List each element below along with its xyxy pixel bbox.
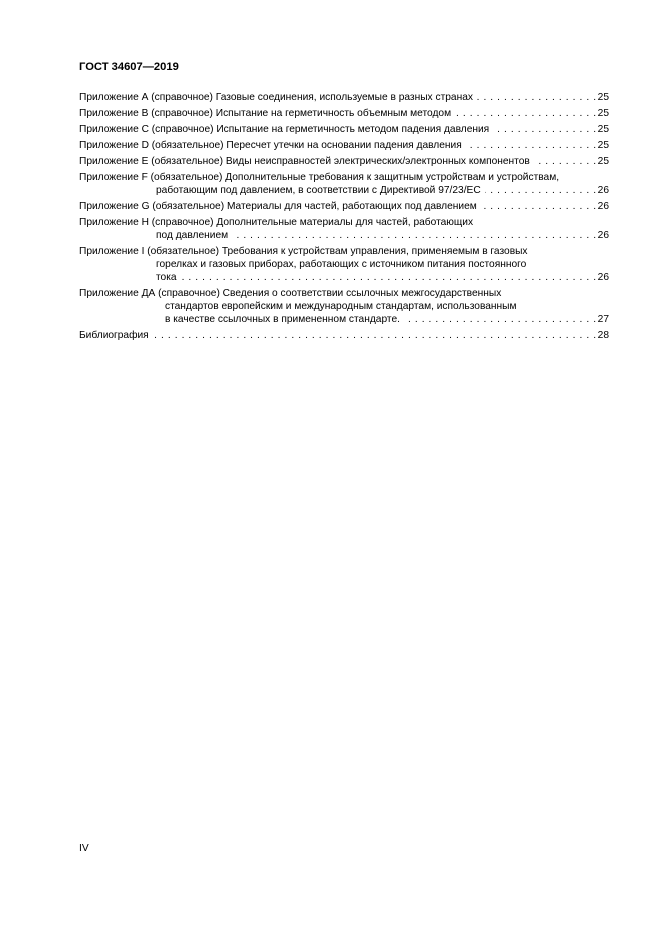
toc-entry-annex-da[interactable]	[79, 287, 609, 326]
table-of-contents	[79, 91, 609, 345]
dot-leader	[232, 229, 597, 242]
toc-entry-title: Приложение B (справочное) Испытание на герметичность объемным методом	[79, 108, 452, 119]
toc-entry-page: 25	[597, 108, 609, 119]
toc-entry-title: Приложение ДА (справочное) Сведения о соответствии ссылочных межгосударственных	[79, 288, 502, 299]
dot-leader	[485, 184, 597, 197]
page-number: IV	[79, 843, 89, 854]
toc-entry-page: 25	[597, 124, 609, 135]
toc-entry-page: 28	[597, 330, 609, 341]
toc-entry-page: 26	[597, 230, 609, 241]
toc-entry-annex-i[interactable]	[79, 245, 609, 284]
dot-leader	[153, 329, 597, 342]
toc-entry-title: Библиография	[79, 330, 149, 341]
toc-entry-annex-h[interactable]	[79, 216, 609, 242]
dot-leader	[404, 313, 597, 326]
toc-entry-title-continued: работающим под давлением, в соответствии с Директивой 97/23/EC	[156, 185, 481, 196]
toc-entry-page: 25	[597, 140, 609, 151]
toc-entry-title: Приложение А (справочное) Газовые соединения, используемые в разных странах	[79, 92, 473, 103]
toc-entry-title-continued: под давлением	[156, 230, 229, 241]
toc-entry-title-continued: горелках и газовых приборах, работающих с источником питания постоянного	[156, 259, 527, 270]
toc-entry-page: 26	[597, 201, 609, 212]
dot-leader	[181, 271, 597, 284]
toc-entry-title: Приложение E (обязательное) Виды неисправностей электрических/электронных компонентов	[79, 156, 530, 167]
toc-entry-annex-g[interactable]	[79, 200, 609, 213]
document-header: ГОСТ 34607—2019	[79, 61, 179, 73]
toc-entry-annex-e[interactable]	[79, 155, 609, 168]
toc-entry-annex-d[interactable]	[79, 139, 609, 152]
toc-entry-page: 25	[597, 92, 609, 103]
dot-leader	[534, 155, 597, 168]
dot-leader	[493, 123, 596, 136]
toc-entry-title: Приложение D (обязательное) Пересчет утечки на основании падения давления	[79, 140, 462, 151]
toc-entry-title-continued: тока	[156, 272, 177, 283]
toc-entry-page: 26	[597, 272, 609, 283]
toc-entry-annex-b[interactable]	[79, 107, 609, 120]
toc-entry-page: 25	[597, 156, 609, 167]
toc-entry-title-continued: стандартов европейским и международным стандартам, использованным	[165, 301, 517, 312]
toc-entry-annex-a[interactable]	[79, 91, 609, 104]
toc-entry-page: 26	[597, 185, 609, 196]
toc-entry-annex-f[interactable]	[79, 171, 609, 197]
toc-entry-title: Приложение F (обязательное) Дополнительные требования к защитным устройствам и устройствам,	[79, 172, 560, 183]
dot-leader	[466, 139, 597, 152]
toc-entry-annex-c[interactable]	[79, 123, 609, 136]
dot-leader	[481, 200, 597, 213]
toc-entry-title: Приложение H (справочное) Дополнительные материалы для частей, работающих	[79, 217, 474, 228]
dot-leader	[477, 91, 597, 104]
toc-entry-bibliography[interactable]	[79, 329, 609, 342]
toc-entry-page: 27	[597, 314, 609, 325]
toc-entry-title: Приложение G (обязательное) Материалы для частей, работающих под давлением	[79, 201, 477, 212]
toc-entry-title-continued: в качестве ссылочных в примененном стандарте.	[165, 314, 400, 325]
toc-entry-title: Приложение I (обязательное) Требования к устройствам управления, применяемым в газовых	[79, 246, 528, 257]
dot-leader	[455, 107, 597, 120]
toc-entry-title: Приложение C (справочное) Испытание на герметичность методом падения давления	[79, 124, 490, 135]
